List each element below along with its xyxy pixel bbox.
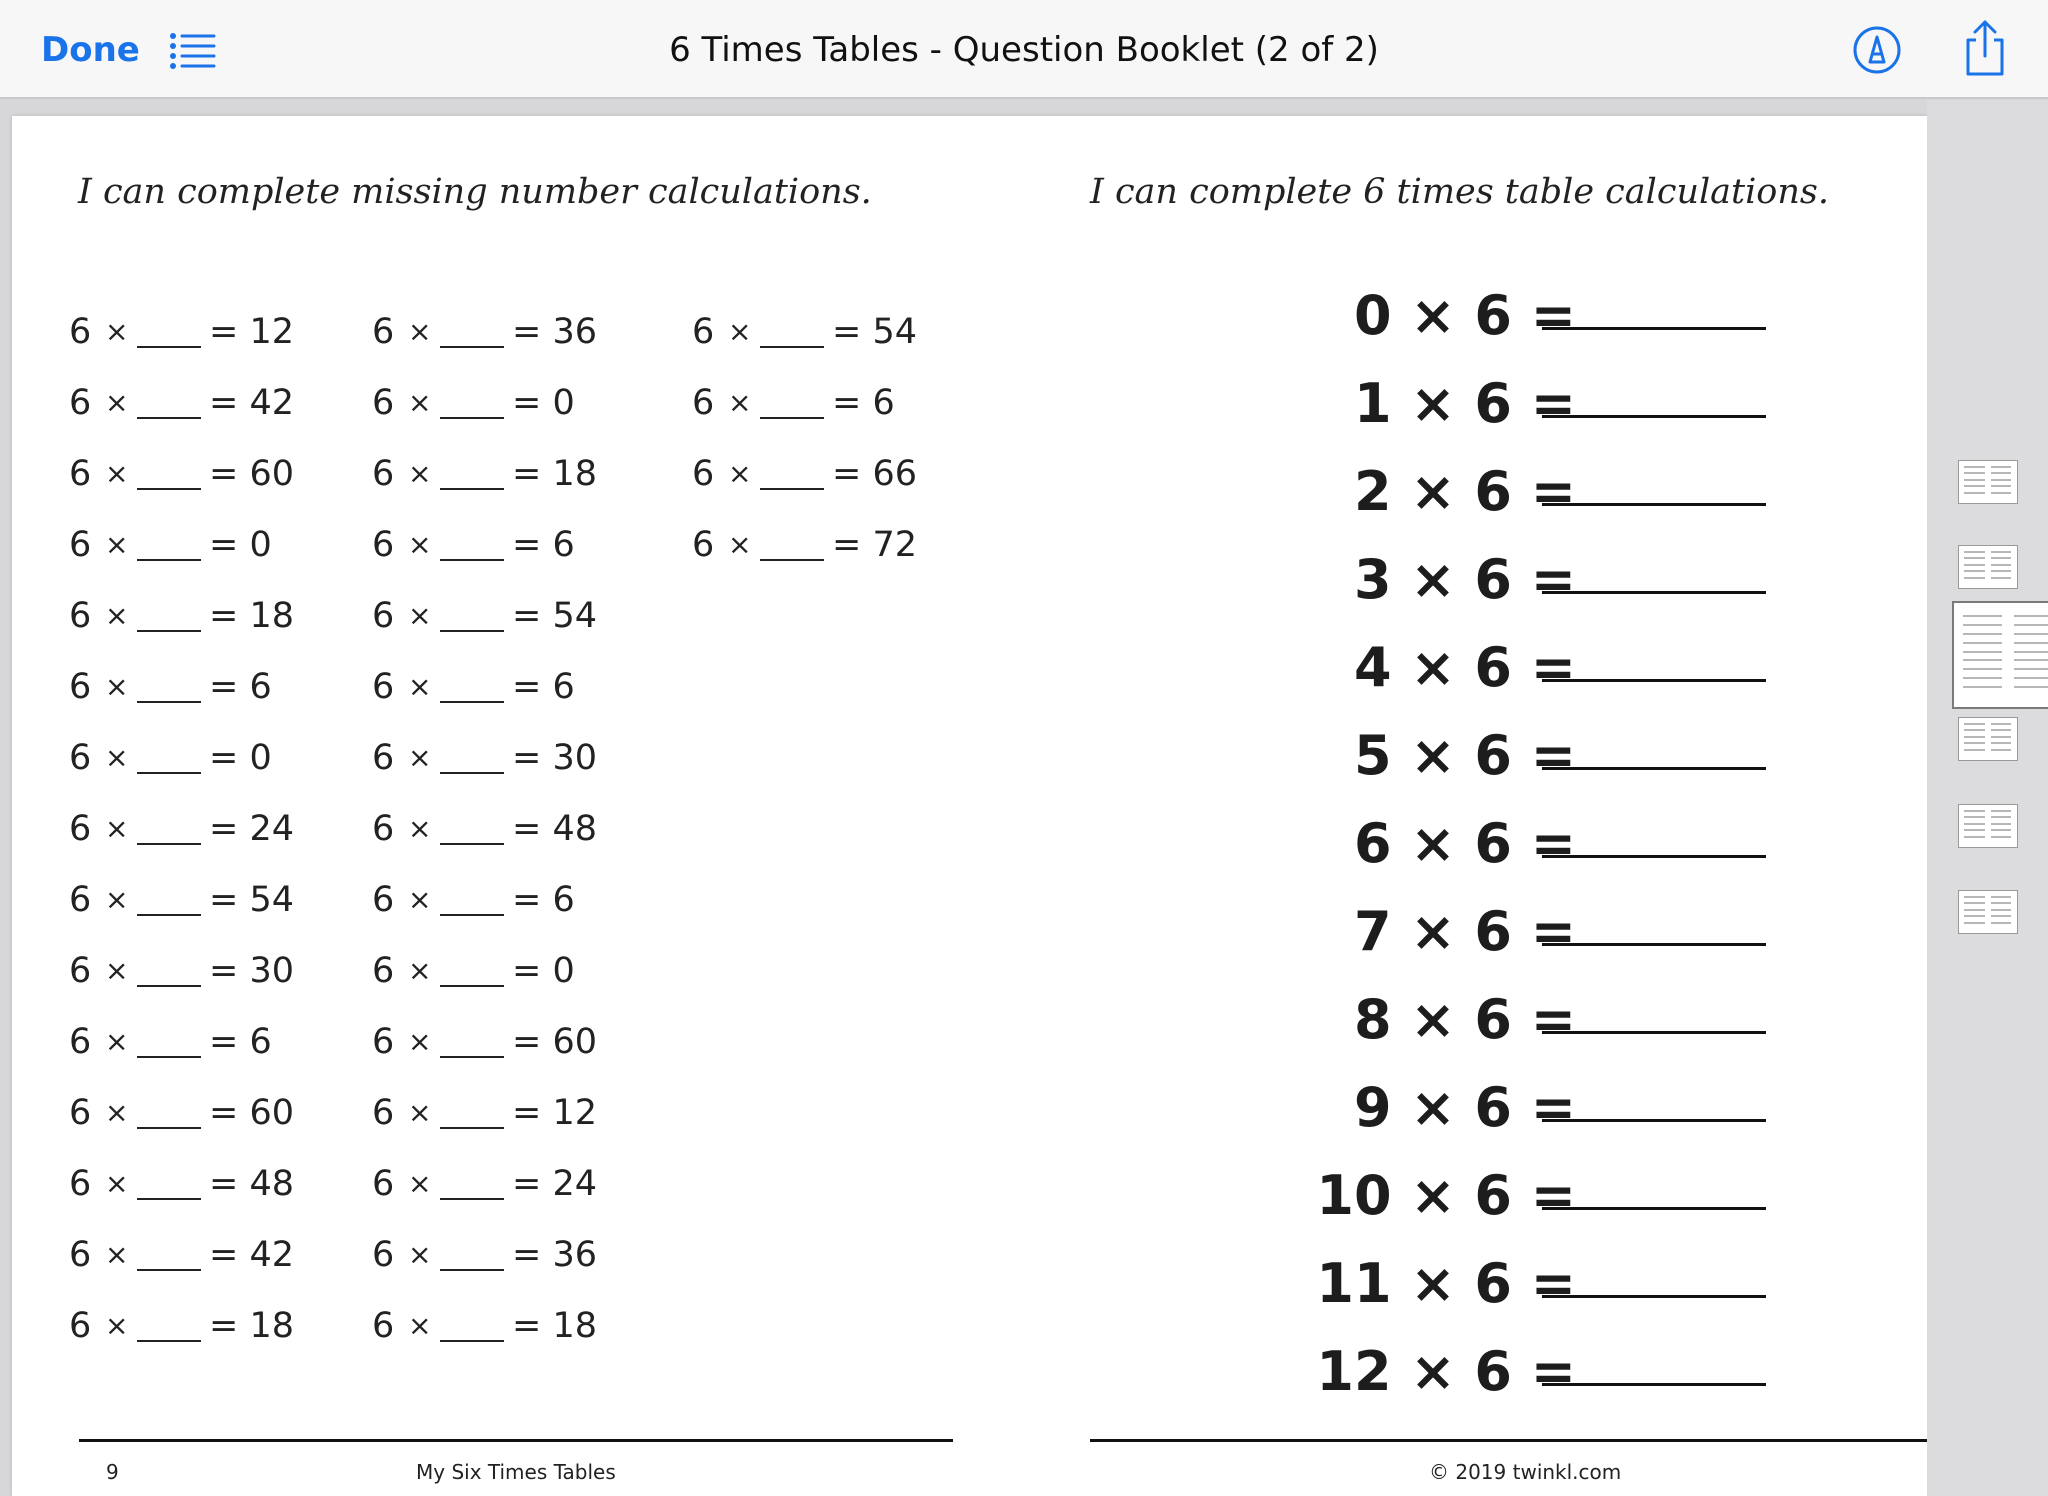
times-sign: × [408, 1025, 432, 1058]
times-sign: × [105, 528, 129, 561]
answer-blank[interactable] [440, 884, 504, 916]
times-sign: × [105, 1309, 129, 1342]
missing-number-row [69, 1006, 304, 1077]
result-text: = 0 [512, 382, 575, 423]
missing-number-row [372, 580, 607, 651]
missing-number-row [69, 296, 304, 367]
times-sign: × [408, 954, 432, 987]
answer-line[interactable] [1542, 327, 1766, 330]
result-text: = 6 [512, 879, 575, 920]
answer-blank[interactable] [440, 742, 504, 774]
result-text: = 6 [209, 1021, 272, 1062]
multiplicand: 6 [372, 808, 395, 849]
times-sign: × [728, 386, 752, 419]
missing-number-row [69, 367, 304, 438]
times-sign: × [728, 457, 752, 490]
equation-text: 4 × 6 = [1353, 636, 1576, 699]
times-sign: × [105, 670, 129, 703]
done-button[interactable]: Done [41, 30, 140, 70]
answer-blank[interactable] [137, 671, 201, 703]
result-text: = 30 [209, 950, 294, 991]
answer-line[interactable] [1542, 1207, 1766, 1210]
times-sign: × [728, 315, 752, 348]
right-footer-rule [1090, 1439, 1968, 1442]
times-sign: × [105, 1238, 129, 1271]
times-sign: × [408, 1096, 432, 1129]
missing-number-row [69, 1219, 304, 1290]
times-table-row [1252, 1248, 1812, 1336]
answer-line[interactable] [1542, 855, 1766, 858]
times-table-list [1252, 280, 1812, 1424]
left-footer-title: My Six Times Tables [416, 1460, 616, 1484]
page-thumbnail[interactable] [1958, 460, 2018, 504]
missing-number-row [372, 509, 607, 580]
missing-number-row [372, 1077, 607, 1148]
equation-text: 10 × 6 = [1316, 1164, 1576, 1227]
page-thumbnail-strip [1927, 100, 2048, 1496]
missing-number-row [372, 438, 607, 509]
missing-number-row [372, 935, 607, 1006]
result-text: = 30 [512, 737, 597, 778]
multiplicand: 6 [372, 1092, 395, 1133]
multiplicand: 6 [372, 737, 395, 778]
times-sign: × [105, 812, 129, 845]
result-text: = 6 [209, 666, 272, 707]
equation-text: 1 × 6 = [1353, 372, 1576, 435]
multiplicand: 6 [372, 666, 395, 707]
answer-blank[interactable] [137, 1097, 201, 1129]
left-page-number: 9 [106, 1460, 119, 1484]
table-of-contents-icon[interactable] [168, 26, 218, 76]
times-sign: × [408, 883, 432, 916]
times-table-row [1252, 720, 1812, 808]
missing-number-row [372, 296, 607, 367]
missing-number-column-1 [69, 296, 304, 1361]
times-sign: × [105, 599, 129, 632]
times-sign: × [408, 386, 432, 419]
missing-number-row [692, 296, 927, 367]
multiplicand: 6 [372, 879, 395, 920]
result-text: = 42 [209, 1234, 294, 1275]
missing-number-row [69, 722, 304, 793]
answer-blank[interactable] [440, 1310, 504, 1342]
result-text: = 12 [209, 311, 294, 352]
times-sign: × [105, 883, 129, 916]
answer-blank[interactable] [760, 458, 824, 490]
left-page-heading: I can complete missing number calculations. [78, 172, 872, 212]
result-text: = 18 [209, 595, 294, 636]
multiplicand: 6 [372, 1021, 395, 1062]
result-text: = 54 [832, 311, 917, 352]
multiplicand: 6 [69, 879, 92, 920]
copyright-text: © 2019 twinkl.com [1429, 1460, 1622, 1484]
missing-number-row [69, 580, 304, 651]
result-text: = 0 [209, 524, 272, 565]
times-sign: × [408, 528, 432, 561]
answer-blank[interactable] [440, 600, 504, 632]
result-text: = 48 [209, 1163, 294, 1204]
multiplicand: 6 [372, 524, 395, 565]
equation-text: 6 × 6 = [1353, 812, 1576, 875]
answer-line[interactable] [1542, 591, 1766, 594]
result-text: = 48 [512, 808, 597, 849]
times-sign: × [408, 741, 432, 774]
answer-blank[interactable] [137, 600, 201, 632]
times-table-row [1252, 544, 1812, 632]
missing-number-row [69, 1077, 304, 1148]
result-text: = 60 [512, 1021, 597, 1062]
result-text: = 0 [209, 737, 272, 778]
page-thumbnail[interactable] [1958, 545, 2018, 589]
result-text: = 24 [512, 1163, 597, 1204]
times-sign: × [408, 599, 432, 632]
answer-line[interactable] [1542, 679, 1766, 682]
answer-line[interactable] [1542, 767, 1766, 770]
result-text: = 72 [832, 524, 917, 565]
answer-blank[interactable] [440, 955, 504, 987]
markup-pen-icon[interactable] [1851, 24, 1903, 76]
times-table-row [1252, 456, 1812, 544]
missing-number-row [372, 1290, 607, 1361]
answer-line[interactable] [1542, 503, 1766, 506]
equation-text: 7 × 6 = [1353, 900, 1576, 963]
answer-blank[interactable] [760, 316, 824, 348]
missing-number-column-3 [692, 296, 927, 580]
multiplicand: 6 [69, 950, 92, 991]
top-toolbar [0, 0, 2048, 99]
times-sign: × [408, 457, 432, 490]
share-icon[interactable] [1960, 18, 2010, 78]
times-table-row [1252, 632, 1812, 720]
times-table-row [1252, 1336, 1812, 1424]
result-text: = 6 [512, 666, 575, 707]
missing-number-row [372, 722, 607, 793]
answer-blank[interactable] [760, 387, 824, 419]
times-table-row [1252, 1160, 1812, 1248]
result-text: = 12 [512, 1092, 597, 1133]
missing-number-row [692, 509, 927, 580]
page-thumbnail[interactable] [1958, 804, 2018, 848]
result-text: = 18 [512, 1305, 597, 1346]
multiplicand: 6 [69, 1234, 92, 1275]
answer-blank[interactable] [137, 742, 201, 774]
times-sign: × [728, 528, 752, 561]
multiplicand: 6 [69, 808, 92, 849]
result-text: = 60 [209, 453, 294, 494]
answer-blank[interactable] [440, 387, 504, 419]
multiplicand: 6 [69, 1163, 92, 1204]
result-text: = 18 [512, 453, 597, 494]
answer-line[interactable] [1542, 1383, 1766, 1386]
multiplicand: 6 [372, 382, 395, 423]
document-page [12, 116, 1927, 1496]
answer-line[interactable] [1542, 943, 1766, 946]
result-text: = 66 [832, 453, 917, 494]
result-text: = 36 [512, 311, 597, 352]
multiplicand: 6 [69, 1021, 92, 1062]
times-sign: × [105, 1167, 129, 1200]
multiplicand: 6 [692, 524, 715, 565]
multiplicand: 6 [372, 453, 395, 494]
multiplicand: 6 [372, 595, 395, 636]
times-sign: × [105, 386, 129, 419]
times-table-row [1252, 896, 1812, 984]
result-text: = 0 [512, 950, 575, 991]
answer-blank[interactable] [137, 1239, 201, 1271]
times-sign: × [408, 670, 432, 703]
missing-number-column-2 [372, 296, 607, 1361]
missing-number-row [69, 651, 304, 722]
times-table-row [1252, 984, 1812, 1072]
missing-number-row [69, 864, 304, 935]
missing-number-row [372, 367, 607, 438]
answer-blank[interactable] [137, 387, 201, 419]
answer-blank[interactable] [440, 671, 504, 703]
multiplicand: 6 [692, 382, 715, 423]
missing-number-row [372, 793, 607, 864]
result-text: = 18 [209, 1305, 294, 1346]
answer-blank[interactable] [137, 1310, 201, 1342]
answer-blank[interactable] [440, 529, 504, 561]
answer-line[interactable] [1542, 1295, 1766, 1298]
result-text: = 24 [209, 808, 294, 849]
answer-blank[interactable] [137, 1026, 201, 1058]
multiplicand: 6 [372, 1234, 395, 1275]
equation-text: 9 × 6 = [1353, 1076, 1576, 1139]
times-sign: × [105, 1025, 129, 1058]
missing-number-row [372, 1219, 607, 1290]
result-text: = 6 [832, 382, 895, 423]
multiplicand: 6 [372, 1163, 395, 1204]
page-thumbnail[interactable] [1958, 717, 2018, 761]
missing-number-row [692, 438, 927, 509]
result-text: = 42 [209, 382, 294, 423]
equation-text: 5 × 6 = [1353, 724, 1576, 787]
document-title: 6 Times Tables - Question Booklet (2 of 2) [669, 30, 1379, 70]
equation-text: 8 × 6 = [1353, 988, 1576, 1051]
answer-blank[interactable] [440, 316, 504, 348]
times-sign: × [408, 1238, 432, 1271]
missing-number-row [69, 1148, 304, 1219]
times-sign: × [105, 741, 129, 774]
missing-number-row [372, 864, 607, 935]
answer-blank[interactable] [137, 813, 201, 845]
multiplicand: 6 [372, 1305, 395, 1346]
times-sign: × [408, 812, 432, 845]
times-sign: × [105, 315, 129, 348]
times-table-row [1252, 368, 1812, 456]
multiplicand: 6 [372, 311, 395, 352]
multiplicand: 6 [372, 950, 395, 991]
multiplicand: 6 [69, 311, 92, 352]
answer-blank[interactable] [440, 458, 504, 490]
page-thumbnail[interactable] [1958, 890, 2018, 934]
answer-blank[interactable] [440, 1097, 504, 1129]
result-text: = 54 [209, 879, 294, 920]
multiplicand: 6 [69, 737, 92, 778]
times-sign: × [408, 315, 432, 348]
multiplicand: 6 [69, 1305, 92, 1346]
times-table-row [1252, 280, 1812, 368]
answer-blank[interactable] [137, 529, 201, 561]
result-text: = 60 [209, 1092, 294, 1133]
times-sign: × [408, 1309, 432, 1342]
missing-number-row [372, 1006, 607, 1077]
answer-blank[interactable] [137, 955, 201, 987]
missing-number-row [69, 509, 304, 580]
multiplicand: 6 [692, 453, 715, 494]
equation-text: 11 × 6 = [1316, 1252, 1576, 1315]
result-text: = 6 [512, 524, 575, 565]
missing-number-row [372, 1148, 607, 1219]
result-text: = 54 [512, 595, 597, 636]
multiplicand: 6 [692, 311, 715, 352]
equation-text: 3 × 6 = [1353, 548, 1576, 611]
answer-blank[interactable] [137, 1168, 201, 1200]
answer-blank[interactable] [440, 813, 504, 845]
equation-text: 0 × 6 = [1353, 284, 1576, 347]
answer-line[interactable] [1542, 1031, 1766, 1034]
answer-blank[interactable] [137, 316, 201, 348]
right-page-heading: I can complete 6 times table calculations. [1090, 172, 1829, 212]
multiplicand: 6 [69, 1092, 92, 1133]
times-sign: × [408, 1167, 432, 1200]
missing-number-row [69, 1290, 304, 1361]
answer-blank[interactable] [137, 458, 201, 490]
multiplicand: 6 [69, 382, 92, 423]
equation-text: 12 × 6 = [1316, 1340, 1576, 1403]
answer-line[interactable] [1542, 415, 1766, 418]
missing-number-row [69, 438, 304, 509]
times-table-row [1252, 1072, 1812, 1160]
answer-blank[interactable] [440, 1168, 504, 1200]
equation-text: 2 × 6 = [1353, 460, 1576, 523]
answer-blank[interactable] [440, 1026, 504, 1058]
answer-line[interactable] [1542, 1119, 1766, 1122]
answer-blank[interactable] [137, 884, 201, 916]
multiplicand: 6 [69, 524, 92, 565]
missing-number-row [372, 651, 607, 722]
missing-number-row [692, 367, 927, 438]
multiplicand: 6 [69, 453, 92, 494]
times-sign: × [105, 457, 129, 490]
page-thumbnail-selected[interactable] [1952, 601, 2048, 709]
answer-blank[interactable] [440, 1239, 504, 1271]
times-table-row [1252, 808, 1812, 896]
left-footer-rule [79, 1439, 953, 1442]
multiplicand: 6 [69, 666, 92, 707]
multiplicand: 6 [69, 595, 92, 636]
times-sign: × [105, 1096, 129, 1129]
result-text: = 36 [512, 1234, 597, 1275]
times-sign: × [105, 954, 129, 987]
answer-blank[interactable] [760, 529, 824, 561]
missing-number-row [69, 935, 304, 1006]
missing-number-row [69, 793, 304, 864]
